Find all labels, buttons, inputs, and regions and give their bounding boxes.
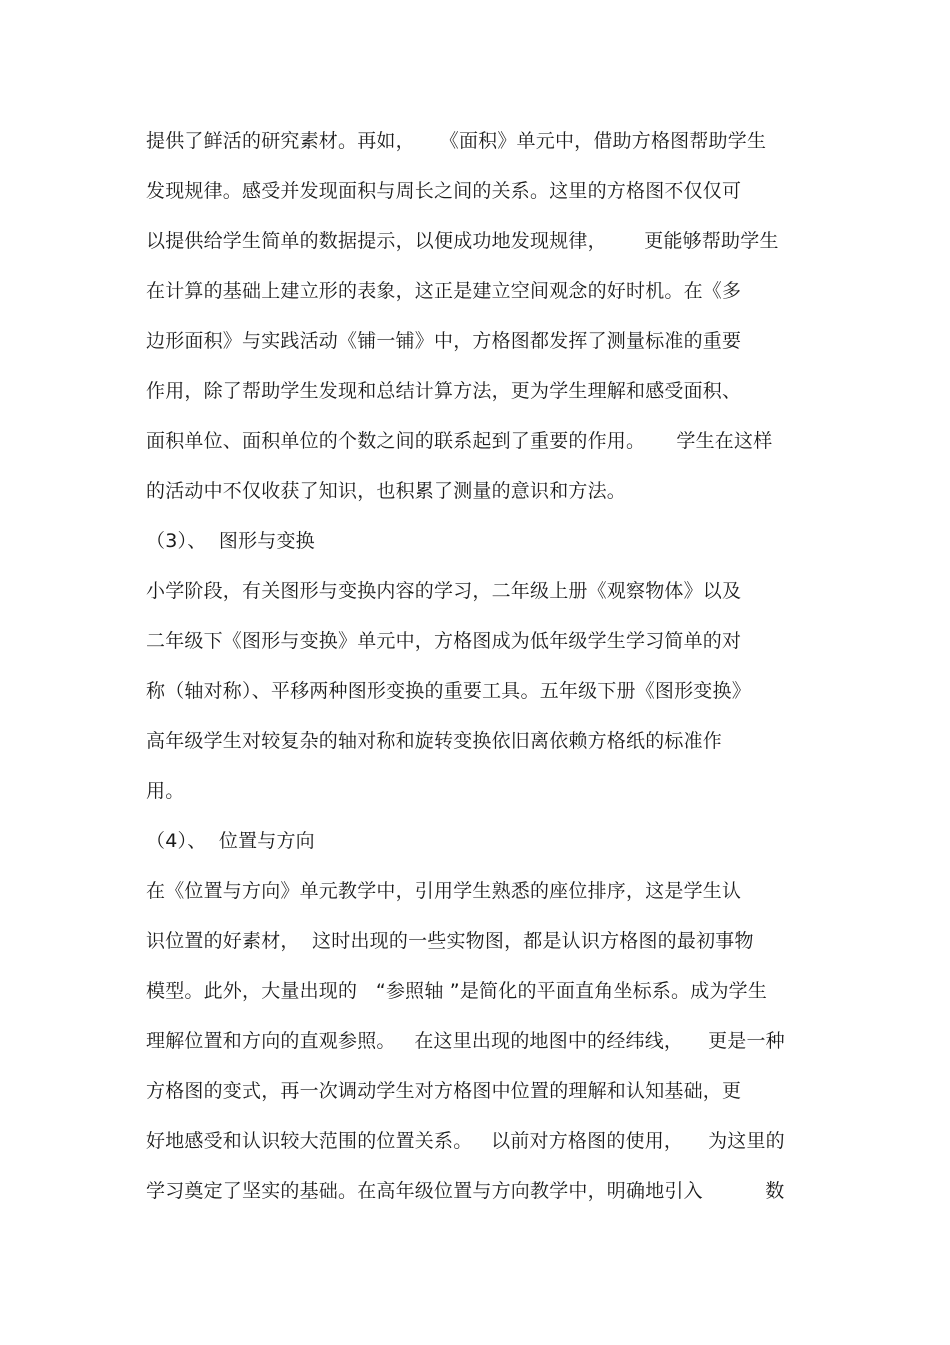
section-heading: （4）、 位置与方向 (146, 830, 315, 852)
text-line: 称（轴对称）、平移两种图形变换的重要工具。五年级下册《图形变换》 (146, 680, 751, 702)
text-line: 学习奠定了坚实的基础。在高年级位置与方向教学中，明确地引入 数 (146, 1180, 785, 1202)
text-line: 二年级下《图形与变换》单元中，方格图成为低年级学生学习简单的对 (146, 630, 742, 652)
text-line: 以提供给学生简单的数据提示，以便成功地发现规律， 更能够帮助学生 (146, 230, 779, 252)
text-line: 在《位置与方向》单元教学中，引用学生熟悉的座位排序，这是学生认 (146, 880, 742, 902)
text-line: 理解位置和方向的直观参照。 在这里出现的地图中的经纬线， 更是一种 (146, 1030, 785, 1052)
text-line: 的活动中不仅收获了知识，也积累了测量的意识和方法。 (146, 480, 627, 502)
text-line: 在计算的基础上建立形的表象，这正是建立空间观念的好时机。在《多 (146, 280, 742, 302)
text-line: 用。 (146, 780, 185, 802)
text-line: 发现规律。感受并发现面积与周长之间的关系。这里的方格图不仅仅可 (146, 180, 742, 202)
text-line: 识位置的好素材， 这时出现的一些实物图，都是认识方格图的最初事物 (146, 930, 754, 952)
text-line: 高年级学生对较复杂的轴对称和旋转变换依旧离依赖方格纸的标准作 (146, 730, 723, 752)
text-line: 小学阶段，有关图形与变换内容的学习，二年级上册《观察物体》以及 (146, 580, 742, 602)
text-line: 模型。此外，大量出现的 “参照轴 ”是简化的平面直角坐标系。成为学生 (146, 980, 768, 1002)
text-line: 方格图的变式，再一次调动学生对方格图中位置的理解和认知基础，更 (146, 1080, 742, 1102)
text-line: 边形面积》与实践活动《铺一铺》中，方格图都发挥了测量标准的重要 (146, 330, 742, 352)
text-line: 好地感受和认识较大范围的位置关系。 以前对方格图的使用， 为这里的 (146, 1130, 785, 1152)
text-line: 作用，除了帮助学生发现和总结计算方法，更为学生理解和感受面积、 (146, 380, 742, 402)
text-line: 面积单位、面积单位的个数之间的联系起到了重要的作用。 学生在这样 (146, 430, 773, 452)
section-heading: （3）、 图形与变换 (146, 530, 315, 552)
text-line: 提供了鲜活的研究素材。再如， 《面积》单元中，借助方格图帮助学生 (146, 130, 767, 152)
